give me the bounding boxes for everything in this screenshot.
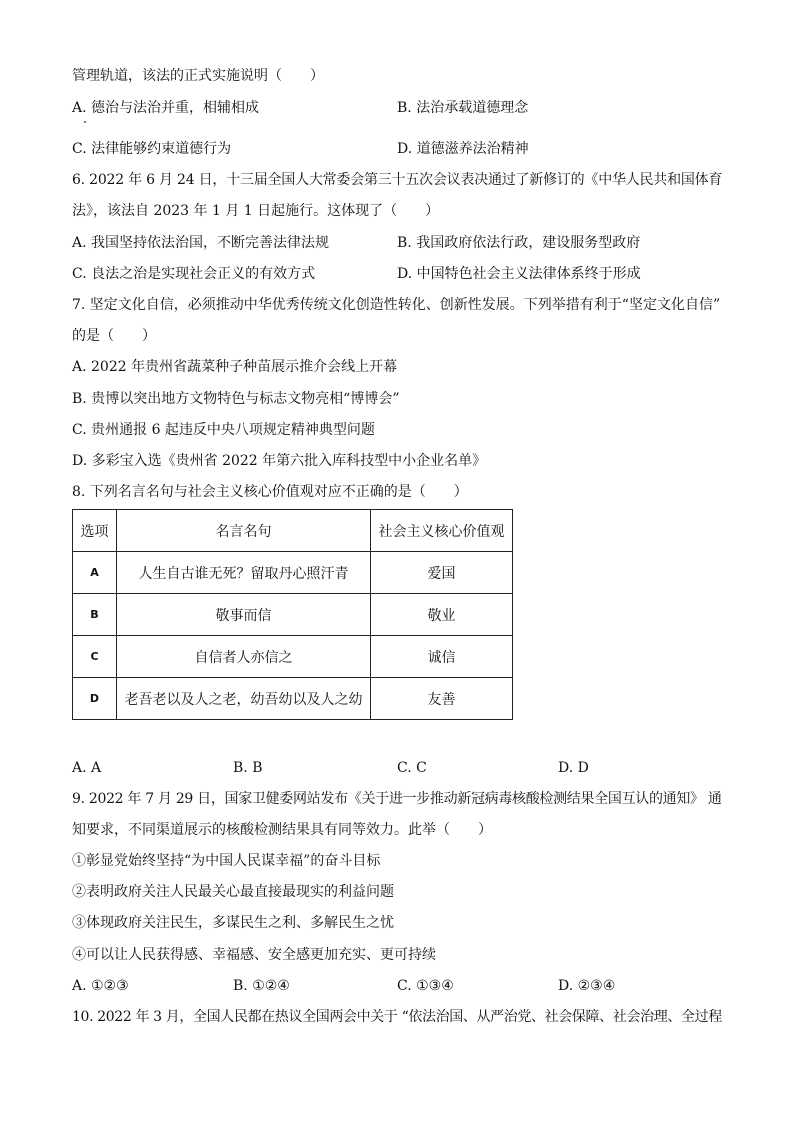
q8-option-c: C. C bbox=[397, 760, 427, 776]
table-cell: 老吾老以及人之老，幼吾幼以及人之幼 bbox=[117, 678, 371, 720]
table-cell: 友善 bbox=[371, 678, 513, 720]
q10-stem-line1: 10. 2022 年 3 月，全国人民都在热议全国两会中关于 “依法治国、从严治党、社会保障、社会治理、全过程 bbox=[72, 1009, 722, 1025]
q5-option-c: C. 法律能够约束道德行为 bbox=[72, 141, 232, 157]
q6-option-b: B. 我国政府依法行政，建设服务型政府 bbox=[397, 235, 641, 251]
table-row bbox=[73, 636, 513, 678]
table-cell: 爱国 bbox=[371, 552, 513, 594]
q8-option-d: D. D bbox=[558, 760, 589, 776]
q7-option-b: B. 贵博以突出地方文物特色与标志文物亮相“博博会” bbox=[72, 391, 400, 407]
q9-statement-2: ②表明政府关注人民最关心最直接最现实的利益问题 bbox=[72, 884, 394, 900]
table-cell: 敬业 bbox=[371, 594, 513, 636]
table-row bbox=[73, 678, 513, 720]
q6-stem-line1: 6. 2022 年 6 月 24 日，十三届全国人大常委会第三十五次会议表决通过了新修订的《中华人民共和国体育 bbox=[72, 172, 723, 188]
q5-option-b: B. 法治承载道德理念 bbox=[397, 100, 529, 116]
table-header-cell: 社会主义核心价值观 bbox=[371, 510, 513, 552]
q9-stem-line2: 知要求，不同渠道展示的核酸检测结果具有同等效力。此举（ ） bbox=[72, 822, 492, 838]
q9-statement-3: ③体现政府关注民生，多谋民生之利、多解民生之忧 bbox=[72, 915, 394, 931]
q6-option-a: A. 我国坚持依法治国，不断完善法律法规 bbox=[72, 235, 330, 251]
q5-stem: 管理轨道，该法的正式实施说明（ ） bbox=[72, 68, 324, 84]
q7-option-d: D. 多彩宝入选《贵州省 2022 年第六批入库科技型中小企业名单》 bbox=[72, 453, 487, 469]
table-header-cell: 选项 bbox=[73, 510, 117, 552]
q8-option-b: B. B bbox=[233, 760, 263, 776]
q9-option-a: A. ①②③ bbox=[72, 978, 129, 994]
q5-option-d: D. 道德滋养法治精神 bbox=[397, 141, 529, 157]
q7-stem-line1: 7. 坚定文化自信，必须推动中华优秀传统文化创造性转化、创新性发展。下列举措有利于“坚定文化自信” bbox=[72, 297, 721, 313]
table-row bbox=[73, 594, 513, 636]
q8-table bbox=[72, 509, 513, 720]
q9-option-d: D. ②③④ bbox=[558, 978, 616, 994]
q6-stem-line2: 法》，该法自 2023 年 1 月 1 日起施行。这体现了（ ） bbox=[72, 203, 440, 219]
q9-option-c: C. ①③④ bbox=[397, 978, 454, 994]
table-cell: B bbox=[73, 594, 117, 636]
table-cell: 人生自古谁无死？留取丹心照汗青 bbox=[117, 552, 371, 594]
table-cell: 敬事而信 bbox=[117, 594, 371, 636]
q9-statement-1: ①彰显党始终坚持“为中国人民谋幸福”的奋斗目标 bbox=[72, 853, 381, 869]
q7-stem-line2: 的是（ ） bbox=[72, 328, 156, 344]
q7-option-c: C. 贵州通报 6 起违反中央八项规定精神典型问题 bbox=[72, 422, 375, 438]
q6-option-d: D. 中国特色社会主义法律体系终于形成 bbox=[397, 266, 641, 282]
table-cell: D bbox=[73, 678, 117, 720]
q6-option-c: C. 良法之治是实现社会正义的有效方式 bbox=[72, 266, 316, 282]
table-cell: 诚信 bbox=[371, 636, 513, 678]
q9-option-b: B. ①②④ bbox=[233, 978, 290, 994]
q9-statement-4: ④可以让人民获得感、幸福感、安全感更加充实、更可持续 bbox=[72, 947, 436, 963]
q7-option-a: A. 2022 年贵州省蔬菜种子种苗展示推介会线上开幕 bbox=[72, 359, 398, 375]
q9-stem-line1: 9. 2022 年 7 月 29 日，国家卫健委网站发布《关于进一步推动新冠病毒核酸检测结果全国互认的通知》 通 bbox=[72, 791, 722, 807]
table-cell: A bbox=[73, 552, 117, 594]
table-cell: 自信者人亦信之 bbox=[117, 636, 371, 678]
table-cell: C bbox=[73, 636, 117, 678]
table-row bbox=[73, 552, 513, 594]
q8-option-a: A. A bbox=[72, 760, 102, 776]
table-header-cell: 名言名句 bbox=[117, 510, 371, 552]
q8-stem: 8. 下列名言名句与社会主义核心价值观对应不正确的是（ ） bbox=[72, 484, 468, 500]
stray-dot bbox=[84, 121, 86, 123]
q5-option-a: A. 德治与法治并重，相辅相成 bbox=[72, 100, 260, 116]
table-header-row bbox=[73, 510, 513, 552]
